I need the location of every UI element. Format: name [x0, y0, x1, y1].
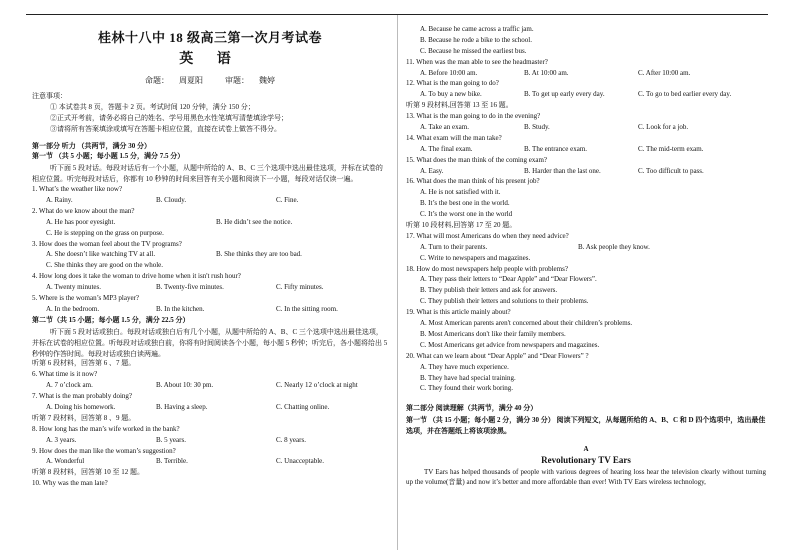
option-a: A. They pass their letters to “Dear Apple” and “Dear Flowers”.	[420, 275, 597, 284]
option-b: B. Harder than the last one.	[524, 166, 601, 175]
question-5: 5. Where is the woman’s MP3 player?	[32, 294, 139, 303]
options-11	[406, 69, 766, 80]
question-1: 1. What’s the weather like now?	[32, 185, 123, 194]
option-a: A. The final exam.	[420, 144, 473, 153]
passage-title: Revolutionary TV Ears	[541, 454, 631, 465]
option-b: B. Having a sleep.	[156, 403, 208, 411]
options-14	[406, 145, 766, 156]
question-10: 10. Why was the man late?	[32, 479, 108, 488]
options-1	[32, 196, 388, 207]
option-a: A. Take an exam.	[420, 123, 469, 132]
option-a: A. 3 years.	[46, 435, 77, 444]
question-9: 9. How does the man like the woman’s suggestion?	[32, 446, 176, 455]
option-c: C. In the sitting room.	[276, 304, 338, 313]
author-name: 周夏阳	[179, 76, 203, 86]
option-a: A. Because he came across a traffic jam.	[420, 25, 534, 33]
author-label: 命题：	[145, 76, 169, 86]
option-a: A. Easy.	[420, 166, 444, 175]
options-2	[32, 218, 388, 229]
options-9	[32, 457, 388, 468]
option-a: A. To buy a new bike.	[420, 90, 482, 99]
question-13: 13. What is the man going to do in the evening?	[406, 112, 541, 121]
option-c: C. Fifty minutes.	[276, 283, 324, 292]
option-b: B. They publish their letters and ask for answers.	[420, 286, 558, 295]
option-c: C. Fine.	[276, 196, 299, 205]
option-c: C. The mid-term exam.	[638, 144, 704, 153]
question-3: 3. How does the woman feel about the TV programs?	[32, 239, 182, 248]
question-15: 15. What does the man think of the coming exam?	[406, 155, 548, 164]
options-5	[32, 305, 388, 316]
option-b: B. The entrance exam.	[524, 144, 588, 153]
question-7: 7. What is the man probably doing?	[32, 392, 132, 401]
question-12: 12. What is the man going to do?	[406, 79, 499, 88]
option-b: B. It’s the best one in the world.	[420, 199, 510, 208]
option-b: B. At 10:00 am.	[524, 68, 569, 77]
option-b: B. To get up early every day.	[524, 90, 605, 99]
listen-8: 听第 8 段材料，回答第 10 至 12 题。	[32, 468, 144, 477]
option-a: A. Rainy.	[46, 196, 73, 205]
passage-letter: A	[583, 444, 589, 453]
option-a: A. Twenty minutes.	[46, 283, 101, 292]
options-13	[406, 123, 766, 134]
section2-instructions: 听下面 5 段对话或独白。每段对话或独白后有几个小题，从题中所给的 A、B、C 三个选项中选出最佳选项，并标在试卷的相应位置。听每段对话或独白前，你将有时间阅读各个小题，每小题 5 秒钟；听完后，各小题将给出 5 秒钟的作答时间。每段对话或独白读两遍。	[32, 327, 388, 358]
exam-title: 桂林十八中 18 级高三第一次月考试卷	[97, 30, 322, 45]
option-b: B. Because he rode a bike to the school.	[420, 35, 532, 44]
option-c: C. Unacceptable.	[276, 457, 325, 466]
option-c: C. To go to bed earlier every day.	[638, 90, 732, 99]
note-item: ③请将所有答案填涂或填写在答题卡相应位置，直接在试卷上做答不得分。	[50, 124, 281, 133]
options-12	[406, 90, 766, 101]
option-a: A. Turn to their parents.	[420, 242, 488, 251]
question-18: 18. How do most newspapers help people with problems?	[406, 264, 568, 273]
option-c: C. After 10:00 am.	[638, 68, 691, 77]
options-4	[32, 283, 388, 294]
options-6	[32, 381, 388, 392]
option-c: C. He is stepping on the grass on purpose.	[46, 228, 164, 237]
options-3	[32, 250, 388, 261]
part1-heading: 第一部分 听力 （共两节，满分 30 分）	[32, 141, 151, 150]
exam-subject: 英 语	[179, 51, 241, 67]
part2-section1-instructions: 第一节 （共 15 小题；每小题 2 分，满分 30 分） 阅读下列短文，从每题所给的 A、B、C 和 D 四个选项中，选出最佳选项，并在答题纸上将该项涂黑。	[406, 416, 766, 436]
option-b: B. She thinks they are too bad.	[216, 250, 302, 259]
question-16: 16. What does the man think of his present job?	[406, 177, 540, 186]
option-a: A. He has poor eyesight.	[46, 217, 116, 226]
reviewer-name: 魏婷	[259, 76, 275, 86]
question-11: 11. When was the man able to see the headmaster?	[406, 57, 548, 66]
column-divider	[397, 15, 398, 550]
option-b: B. Cloudy.	[156, 196, 187, 205]
option-a: A. Most American parents aren't concerned about their children’s problems.	[420, 319, 633, 328]
option-a: A. In the bedroom.	[46, 304, 100, 313]
question-17: 17. What will most Americans do when they need advice?	[406, 231, 569, 240]
option-b: B. Ask people they know.	[578, 242, 650, 251]
section1-instructions: 听下面 5 段对话。每段对话后有一个小题，从题中所给的 A、B、C 三个选项中选出最佳选项，并标在试卷的相应位置。听完每段对话后，你都有 10 秒钟的时间来回答有关小题和阅读下一小题，每段对话仅读一遍。	[32, 164, 383, 184]
option-c: C. Write to newspapers and magazines.	[420, 253, 531, 262]
question-2: 2. What do we know about the man?	[32, 206, 135, 215]
option-a: A. She doesn’t like watching TV at all.	[46, 250, 156, 259]
question-4: 4. How long does it take the woman to drive home when it isn't rush hour?	[32, 272, 241, 281]
option-c: C. Nearly 12 o’clock at night	[276, 381, 358, 390]
listen-7: 听第 7 段材料，回答第 8 、9 题。	[32, 413, 136, 422]
option-a: A. They have much experience.	[420, 362, 509, 371]
passage-text: TV Ears has helped thousands of people with various degrees of hearing loss hear the television clearly without turning up the volume(音量) and now it’s better and more affordable than ever! With TV Ears wireless technology,	[406, 467, 766, 487]
note-item: ②正式开考前，请务必将自己的姓名、学号用黑色水性笔填写清楚填涂学号；	[50, 113, 288, 122]
option-b: B. Terrible.	[156, 457, 188, 466]
option-c: C. Chatting online.	[276, 403, 330, 411]
note-item: ① 本试卷共 8 页，答题卡 2 页。考试时间 120 分钟，满分 150 分；	[50, 102, 255, 111]
option-b: B. He didn’t see the notice.	[216, 217, 293, 226]
option-c: C. Most Americans get advice from newspapers and magazines.	[420, 340, 600, 349]
question-19: 19. What is this article mainly about?	[406, 308, 511, 317]
listen-10: 听第 10 段材料,回答第 17 至 20 题。	[406, 221, 517, 230]
options-15	[406, 167, 766, 178]
question-6: 6. What time is it now?	[32, 370, 98, 379]
options-8	[32, 436, 388, 447]
option-b: B. About 10: 30 pm.	[156, 381, 214, 390]
option-b: B. In the kitchen.	[156, 304, 205, 313]
exam-meta	[32, 76, 388, 86]
listen-6: 听第 6 段材料，回答第 6 、7 题。	[32, 359, 136, 368]
question-20: 20. What can we learn about “Dear Apple” and “Dear Flowers” ?	[406, 351, 589, 360]
option-c: C. She thinks they are good on the whole.	[46, 261, 164, 270]
option-b: B. They have had special training.	[420, 373, 516, 382]
options-17	[406, 243, 766, 254]
option-c: C. They found their work boring.	[420, 384, 513, 393]
option-c: C. Too difficult to pass.	[638, 166, 704, 175]
option-b: B. 5 years.	[156, 435, 186, 444]
option-a: A. 7 o’clock am.	[46, 381, 93, 390]
right-column	[406, 25, 766, 488]
option-a: A. He is not satisfied with it.	[420, 188, 501, 197]
option-c: C. Look for a job.	[638, 123, 689, 132]
question-8: 8. How long has the man’s wife worked in the bank?	[32, 424, 180, 433]
option-a: A. Doing his homework.	[46, 403, 116, 411]
option-c: C. 8 years.	[276, 435, 306, 444]
options-7	[32, 403, 388, 414]
listen-9: 听第 9 段材料,回答第 13 至 16 题。	[406, 101, 513, 110]
section2-heading: 第二节（共 15 小题；每小题 1.5 分，满分 22.5 分）	[32, 315, 190, 324]
reviewer-label: 审题：	[225, 76, 249, 86]
question-14: 14. What exam will the man take?	[406, 133, 502, 142]
option-b: B. Twenty-five minutes.	[156, 283, 224, 292]
option-c: C. It’s the worst one in the world	[420, 210, 513, 219]
option-b: B. Most Americans don't like their family members.	[420, 329, 566, 338]
part2-heading: 第二部分 阅读理解（共两节，满分 40 分）	[406, 404, 538, 413]
option-b: B. Study.	[524, 123, 550, 132]
option-a: A. Before 10:00 am.	[420, 68, 478, 77]
left-column	[32, 24, 388, 490]
option-c: C. They publish their letters and solutions to their problems.	[420, 297, 589, 306]
section1-heading: 第一节 （共 5 小题；每小题 1.5 分，满分 7.5 分）	[32, 152, 185, 161]
option-a: A. Wonderful	[46, 457, 85, 466]
notes-heading: 注意事项：	[32, 91, 67, 100]
option-c: C. Because he missed the earliest bus.	[420, 46, 527, 55]
